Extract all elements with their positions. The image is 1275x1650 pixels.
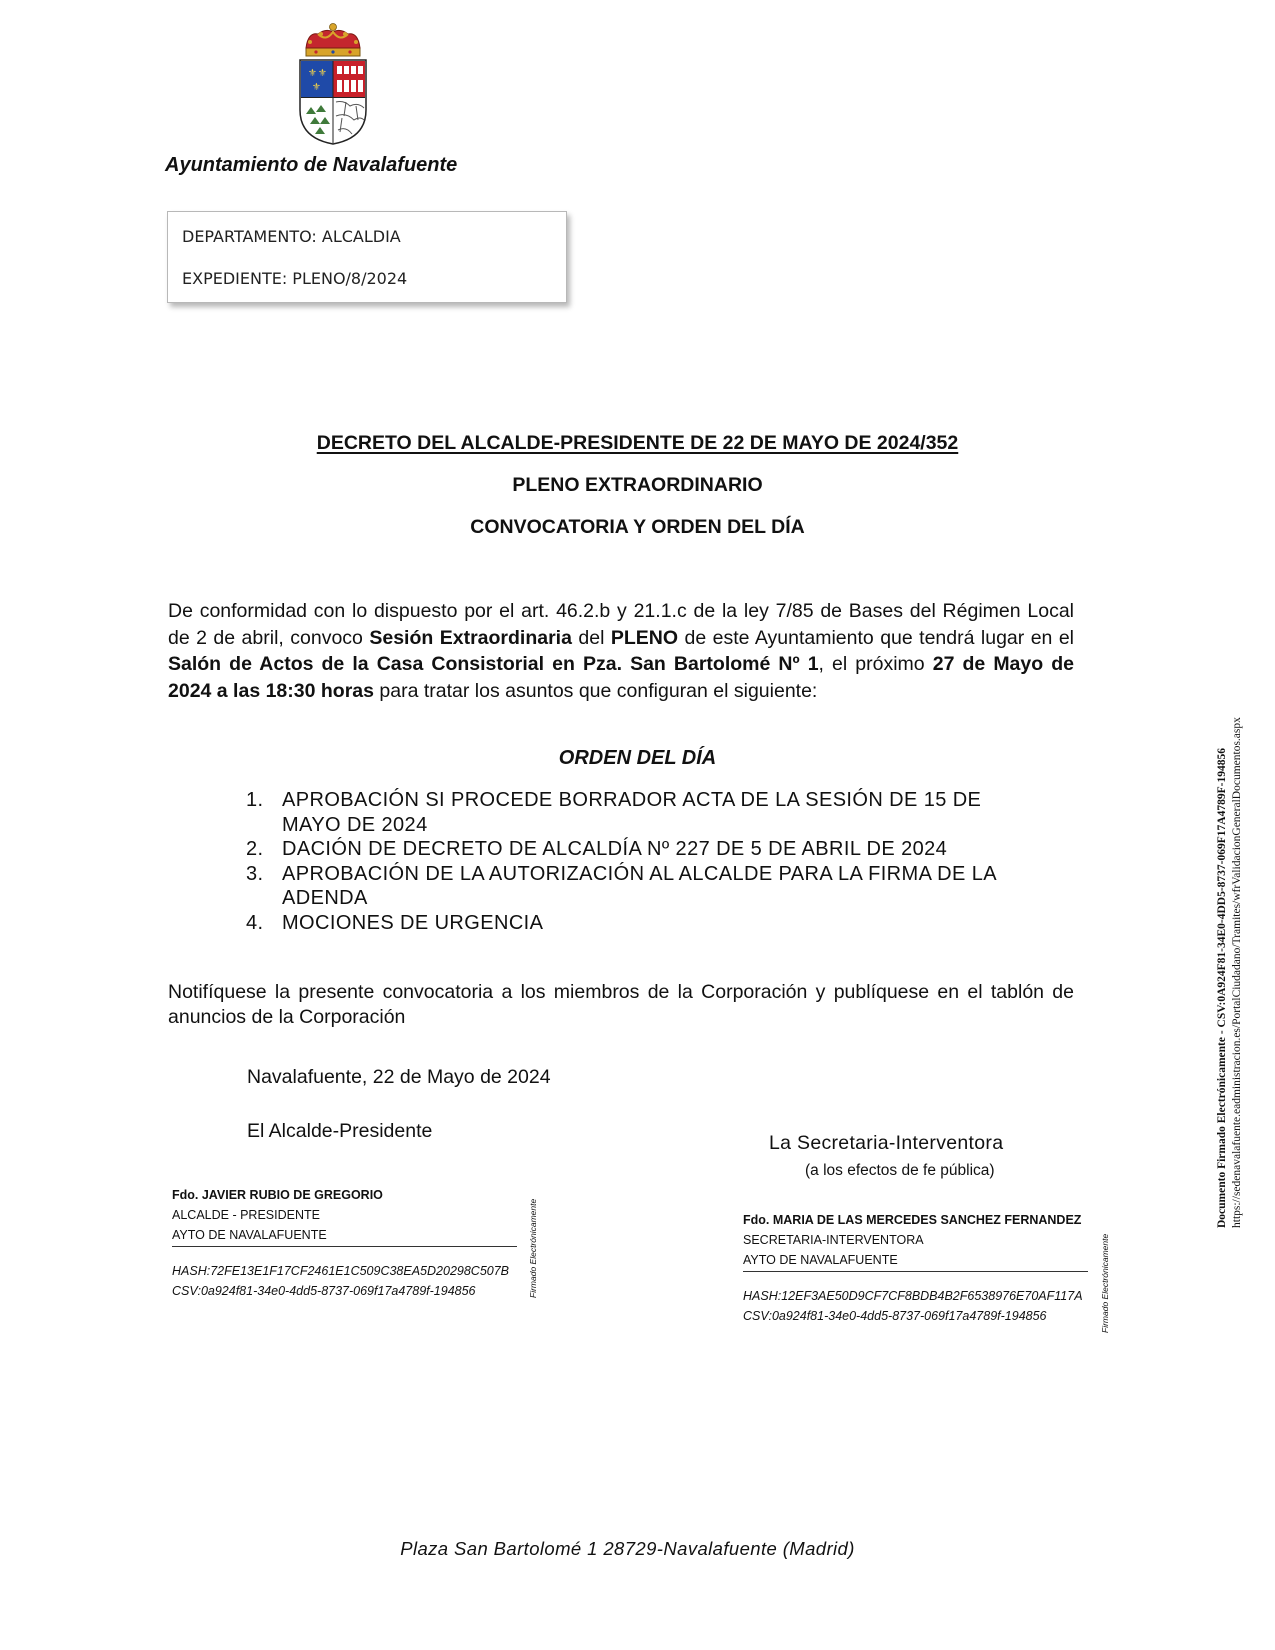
department-label: DEPARTAMENTO: ALCALDIA [182, 227, 401, 246]
decree-title: DECRETO DEL ALCALDE-PRESIDENTE DE 22 DE MAYO DE 2024/352 [316, 432, 959, 454]
signature-csv: CSV:0a924f81-34e0-4dd5-8737-069f17a4789f-194856 [172, 1284, 476, 1298]
signature-csv: CSV:0a924f81-34e0-4dd5-8737-069f17a4789f-194856 [743, 1309, 1047, 1323]
signature-hash: HASH:72FE13E1F17CF2461E1C509C38EA5D20298C507B [172, 1264, 510, 1278]
municipal-crest-icon [296, 22, 370, 146]
signer-name: Fdo. JAVIER RUBIO DE GREGORIO [172, 1188, 383, 1202]
signer-org: AYTO DE NAVALAFUENTE [172, 1228, 327, 1242]
signature-rule [743, 1271, 1088, 1272]
side-stamp-csv: Documento Firmado Electrónicamente - CSV:0A924F81-34E0-4DD5-8737-069F17A4789F-194856 [1216, 748, 1228, 1228]
svg-text:⚜: ⚜ [318, 68, 327, 79]
agenda-item: 1. APROBACIÓN SI PROCEDE BORRADOR ACTA DE LA SESIÓN DE 15 DE MAYO DE 2024 [246, 789, 982, 836]
notification-paragraph: Notifíquese la presente convocatoria a los miembros de la Corporación y publíquese en el tablón de anuncios de la Corporación [168, 981, 1074, 1028]
svg-text:⚜: ⚜ [308, 68, 317, 79]
session-type-title: PLENO EXTRAORDINARIO [512, 474, 763, 496]
footer-address: Plaza San Bartolomé 1 28729-Navalafuente (Madrid) [400, 1538, 855, 1559]
signature-rule [172, 1246, 517, 1247]
department-box [167, 211, 567, 303]
agenda-item: 3. APROBACIÓN DE LA AUTORIZACIÓN AL ALCALDE PARA LA FIRMA DE LA ADENDA [246, 862, 996, 909]
agenda-list [246, 788, 1036, 935]
signature-block-secretaria [743, 1210, 1088, 1326]
agenda-item: 2. DACIÓN DE DECRETO DE ALCALDÍA Nº 227 DE 5 DE ABRIL DE 2024 [246, 838, 948, 860]
orden-del-dia-title: ORDEN DEL DÍA [558, 747, 717, 769]
side-verification-stamp [1215, 717, 1245, 1228]
signer-name: Fdo. MARIA DE LAS MERCEDES SANCHEZ FERNANDEZ [743, 1213, 1082, 1227]
agenda-heading: CONVOCATORIA Y ORDEN DEL DÍA [470, 516, 805, 538]
signer-role: SECRETARIA-INTERVENTORA [743, 1233, 924, 1247]
expediente-label: EXPEDIENTE: PLENO/8/2024 [182, 269, 408, 288]
e-signature-stamp: Firmado Electrónicamente [1100, 1233, 1110, 1333]
convocation-paragraph: De conformidad con lo dispuesto por el art. 46.2.b y 21.1.c de la ley 7/85 de Bases del Régimen Local de 2 de abril, convoco Sesión Extraordinaria del PLENO de este Ayuntamiento que tendrá lugar en el Salón de Actos de la Casa Consistorial en Pza. San Bartolomé Nº 1, el próximo 27 de Mayo de 2024 a las 18:30 horas para tratar los asuntos que configuran el siguiente: [168, 600, 1075, 702]
e-signature-stamp: Firmado Electrónicamente [528, 1198, 538, 1298]
organization-name: Ayuntamiento de Navalafuente [165, 154, 458, 176]
agenda-item: 4. MOCIONES DE URGENCIA [246, 911, 544, 934]
side-stamp-url: https://sedenavalafuente.eadministracion.es/PortalCiudadano/Tramites/wfrValidacionGeneralDocumentos.aspx [1231, 717, 1243, 1228]
place-and-date: Navalafuente, 22 de Mayo de 2024 [247, 1066, 551, 1088]
signer-role: ALCALDE - PRESIDENTE [172, 1208, 320, 1222]
svg-text:⚜: ⚜ [312, 82, 321, 93]
secretaria-subtitle: (a los efectos de fe pública) [805, 1162, 995, 1179]
alcalde-title: El Alcalde-Presidente [247, 1120, 433, 1142]
signature-hash: HASH:12EF3AE50D9CF7CF8BDB4B2F6538976E70AF117A [743, 1289, 1083, 1303]
signer-org: AYTO DE NAVALAFUENTE [743, 1253, 898, 1267]
secretaria-title: La Secretaria-Interventora [769, 1132, 1004, 1154]
signature-block-alcalde [172, 1185, 517, 1301]
crown-icon [306, 24, 360, 57]
